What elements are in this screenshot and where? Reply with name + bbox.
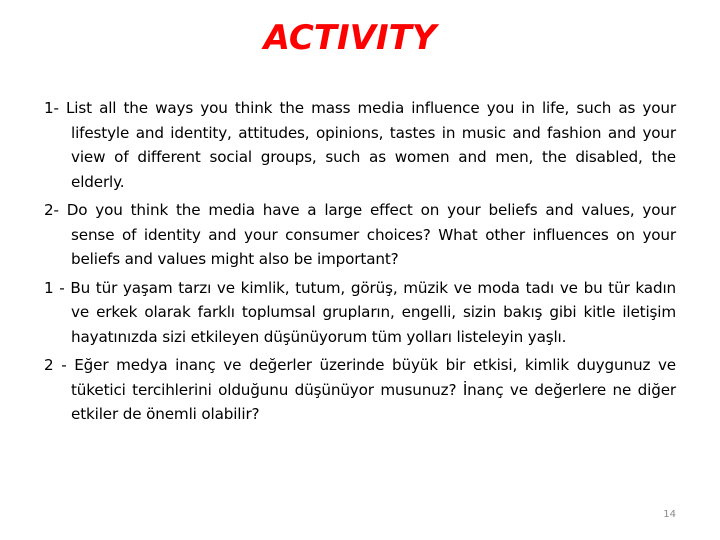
slide-title: ACTIVITY [263, 18, 437, 58]
page-number: 14 [663, 509, 676, 520]
activity-question-2-tr: 2 - Eğer medya inanç ve değerler üzerinde büyük bir etkisi, kimlik duygunuz ve tüketici tercihlerini olduğunu düşünüyor musunuz? İnanç ve değerlere ne diğer etkiler de önemli olabilir? [44, 356, 676, 423]
activity-question-2-en: 2- Do you think the media have a large effect on your beliefs and values, your sense of identity and your consumer choices? What other influences on your beliefs and values might also be important? [44, 201, 676, 268]
activity-question-1-tr: 1 - Bu tür yaşam tarzı ve kimlik, tutum, görüş, müzik ve moda tadı ve bu tür kadın ve erkek olarak farklı toplumsal grupların, engelli, sizin bakış gibi kitle iletişim hayatınızda sizi etkileyen düşünüyorum tüm yolları listeleyin yaşlı. [44, 278, 676, 346]
activity-question-1-en: 1- List all the ways you think the mass media influence you in life, such as your lifestyle and identity, attitudes, opinions, tastes in music and fashion and your view of different social groups, such as women and men, the disabled, the elderly. [44, 99, 676, 191]
slide-body [44, 96, 676, 431]
